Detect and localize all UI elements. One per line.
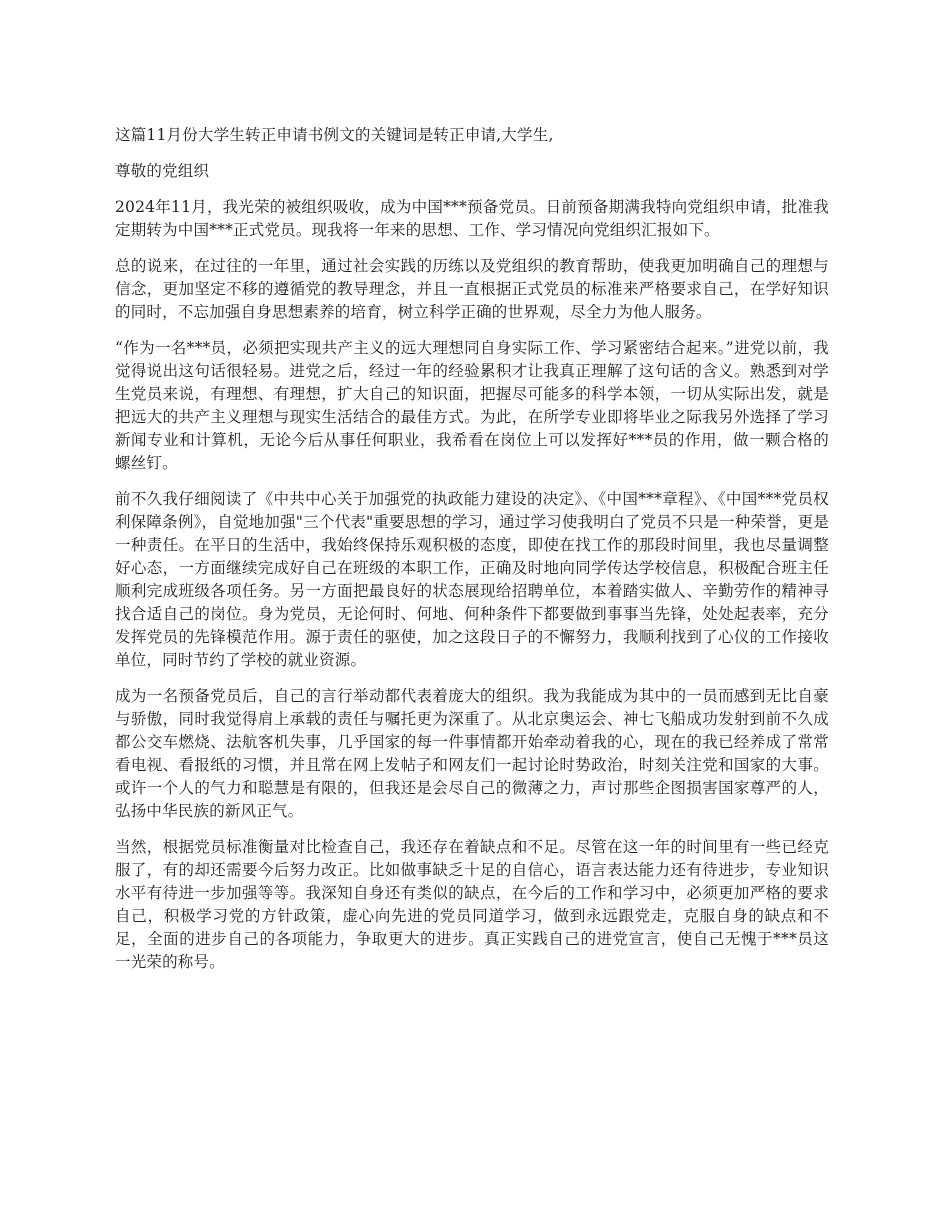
paragraph-1: 2024年11月，我光荣的被组织吸收，成为中国***预备党员。日前预备期满我特向党组织申请，批准我定期转为中国***正式党员。现我将一年来的思想、工作、学习情况向党组织汇报如下。 — [115, 198, 829, 239]
paragraph-3: “作为一名***员，必须把实现共产主义的远大理想同自身实际工作、学习紧密结合起来。”进党以前，我觉得说出这句话很轻易。进党之后，经过一年的经验累积才让我真正理解了这句话的含义。熟悉到对学生党员来说，有理想、有理想，扩大自己的知识面，把握尽可能多的科学本领，一切从实际出发，就是把远大的共产主义理想与现实生活结合的最佳方式。为此，在所学专业即将毕业之际我另外选择了学习新闻专业和计算机，无论今后从事任何职业，我希看在岗位上可以发挥好***员的作用，做一颗合格的螺丝钉。 — [115, 339, 829, 472]
paragraph-5: 成为一名预备党员后，自己的言行举动都代表着庞大的组织。我为我能成为其中的一员而感到无比自豪与骄傲，同时我觉得肩上承载的责任与嘱托更为深重了。从北京奥运会、神七飞船成功发射到前不久成都公交车燃烧、法航客机失事，几乎国家的每一件事情都开始牵动着我的心，现在的我已经养成了常常看电视、看报纸的习惯，并且常在网上发帖子和网友们一起讨论时势政治，时刻关注党和国家的大事。或许一个人的气力和聪慧是有限的，但我还是会尽自己的微薄之力，声讨那些企图损害国家尊严的人，弘扬中华民族的新风正气。 — [115, 687, 829, 820]
paragraph-2: 总的说来，在过往的一年里，通过社会实践的历练以及党组织的教育帮助，使我更加明确自己的理想与信念，更加坚定不移的遵循党的教导理念，并且一直根据正式党员的标准来严格要求自己，在学好知识的同时，不忘加强自身思想素养的培育，树立科学正确的世界观，尽全力为他人服务。 — [115, 257, 829, 321]
paragraph-6: 当然，根据党员标准衡量对比检查自己，我还存在着缺点和不足。尽管在这一年的时间里有一些已经克服了，有的却还需要今后努力改正。比如做事缺乏十足的自信心，语言表达能力还有待进步，专业知识水平有待进一步加强等等。我深知自身还有类似的缺点，在今后的工作和学习中，必须更加严格的要求自己，积极学习党的方针政策，虚心向先进的党员同道学习，做到永远跟党走，克服自身的缺点和不足，全面的进步自己的各项能力，争取更大的进步。真正实践自己的进党宣言，使自己无愧于***员这一光荣的称号。 — [115, 838, 829, 971]
document-body — [115, 124, 829, 987]
salutation: 尊敬的党组织 — [115, 162, 210, 180]
paragraph-4: 前不久我仔细阅读了《中共中心关于加强党的执政能力建设的决定》、《中国***章程》、《中国***党员权利保障条例》，自觉地加强"三个代表"重要思想的学习，通过学习使我明白了党员不只是一种荣誉，更是一种责任。在平日的生活中，我始终保持乐观积极的态度，即使在找工作的那段时间里，我也尽量调整好心态，一方面继续完成好自己在班级的本职工作，正确及时地向同学传达学校信息，积极配合班主任顺利完成班级各项任务。另一方面把最良好的状态展现给招聘单位，本着踏实做人、辛勤劳作的精神寻找合适自己的岗位。身为党员，无论何时、何地、何种条件下都要做到事事当先锋，处处起表率，充分发挥党员的先锋模范作用。源于责任的驱使，加之这段日子的不懈努力，我顺利找到了心仪的工作接收单位，同时节约了学校的就业资源。 — [115, 490, 829, 669]
intro-line: 这篇11月份大学生转正申请书例文的关键词是转正申请,大学生, — [115, 126, 554, 144]
